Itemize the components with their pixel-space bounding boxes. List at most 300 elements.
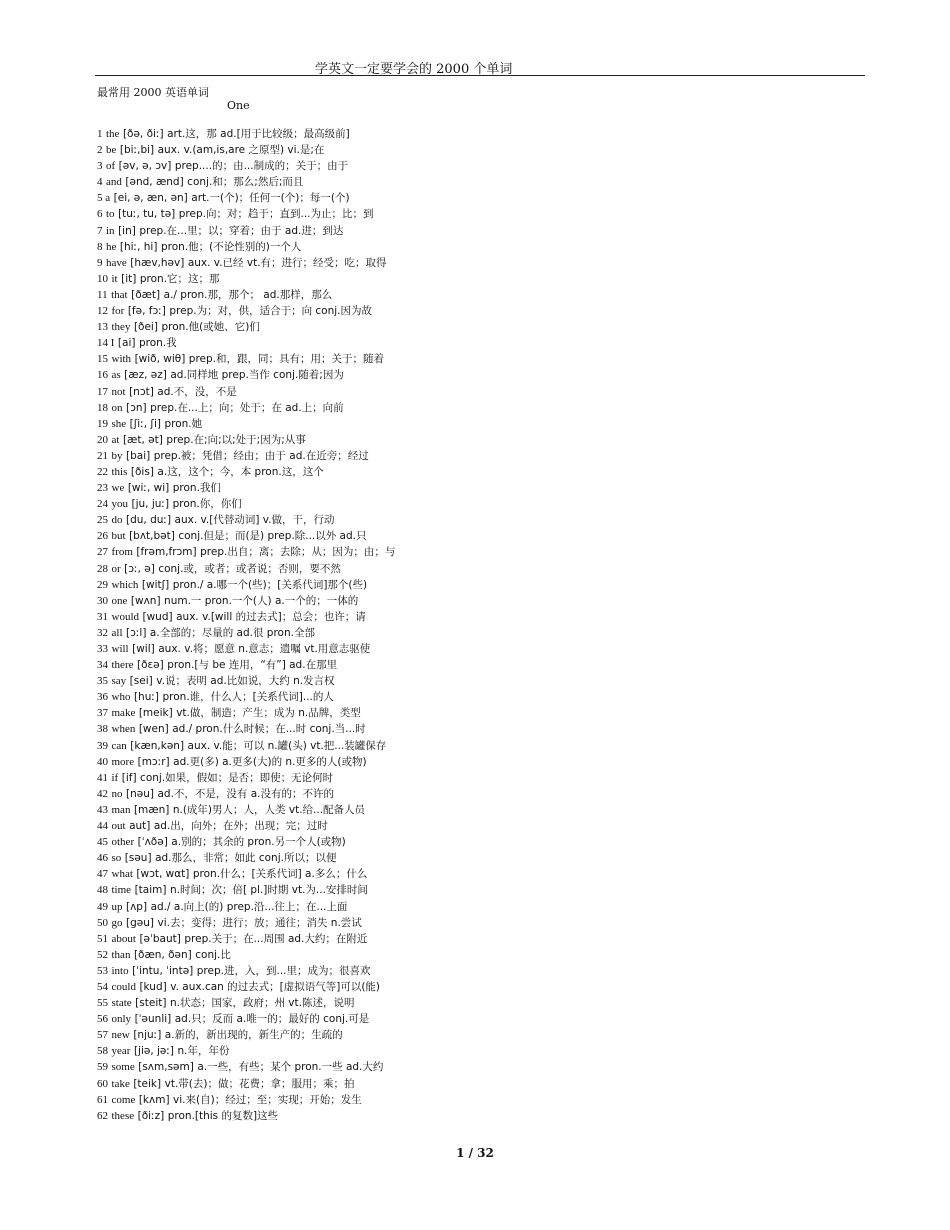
entry-word: take [111,1077,130,1090]
entry-number: 33 [97,643,108,655]
section-label: One [227,99,250,112]
entry-definition: prep.和，跟，同；具有；用；关于；随着 [188,353,385,366]
entry-definition: pron.什么；[关系代词] a.多么；什么 [192,868,368,881]
word-entry [97,899,857,915]
entry-pronunciation: [æz, əz] [124,369,167,382]
entry-pronunciation: [du, duː] [126,514,172,527]
entry-definition: vt.做，制造；产生；成为 n.品牌，类型 [176,707,361,720]
entry-definition: ad.不，没，不是 [157,385,237,398]
entry-number: 47 [97,868,108,881]
entry-word: what [111,868,133,881]
entry-pronunciation: [səu] [124,852,152,865]
entry-definition: pron.我 [138,337,177,350]
word-entry [97,512,857,528]
entry-number: 40 [97,755,108,768]
word-entry [97,689,857,705]
entry-number: 14 [97,337,111,350]
entry-word: would [111,610,139,623]
entry-pronunciation: [bai] [126,449,151,462]
entry-word: more [111,755,135,768]
entry-word: do [111,514,123,527]
entry-definition: n.状态；国家，政府；州 vt.陈述，说明 [169,997,355,1010]
entry-definition: pron.[this 的复数]这些 [167,1109,279,1122]
document-title: 最常用 2000 英语单词 [97,86,209,99]
word-entry [97,544,857,560]
word-entry [97,641,857,657]
word-entry [97,593,857,609]
entry-word: not [111,385,126,398]
entry-number: 34 [97,659,108,672]
word-entry [97,931,857,947]
entry-word: this [111,465,128,478]
entry-word: which [111,578,139,591]
entry-pronunciation: [hæv,həv] [130,256,185,269]
word-entry [97,947,857,963]
entry-number: 21 [97,449,108,462]
entry-word: come [111,1093,136,1106]
entry-pronunciation: [mɔːr] [137,755,170,768]
entry-word: go [111,916,123,929]
entry-number: 39 [97,739,108,752]
entry-definition: prep....的；由...制成的；关于；由于 [174,160,349,173]
entry-number: 29 [97,578,108,591]
entry-word: he [106,240,117,253]
entry-definition: prep.在...里；以；穿着；由于 ad.进；到达 [139,224,344,237]
entry-definition: a.新的，新出现的，新生产的；生疏的 [164,1029,343,1042]
entry-number: 19 [97,417,108,430]
word-entry [97,754,857,770]
word-entry [97,786,857,802]
entry-word: but [111,530,126,543]
entry-definition: v. aux.can 的过去式；[虚拟语气等]可以(能) [170,980,381,993]
entry-definition: pron.你，你们 [172,498,242,511]
entry-pronunciation: [ɔː, ə] [124,562,155,575]
entry-word: new [111,1029,130,1042]
word-entry [97,319,857,335]
word-entry [97,351,857,367]
entry-definition: art.这，那 ad.[用于比较级；最高级前] [167,128,350,140]
entry-number: 49 [97,900,108,913]
entry-number: 7 [97,224,103,237]
entry-number: 12 [97,305,108,318]
word-entry [97,963,857,979]
entry-pronunciation: [ju, juː] [131,498,170,511]
entry-pronunciation: [ðiːz] [137,1109,165,1122]
entry-pronunciation: [meik] [138,707,173,720]
entry-number: 57 [97,1029,108,1042]
entry-pronunciation: [ɔːl] [126,626,147,639]
entry-word: can [111,739,127,752]
entry-number: 61 [97,1093,108,1106]
entry-word: you [111,498,128,511]
entry-definition: pron.他；(不论性别的)一个人 [160,240,302,253]
entry-pronunciation: [əv, ə, ɔv] [118,160,172,173]
entry-word: only [111,1013,132,1026]
word-entry [97,882,857,898]
entry-number: 42 [97,787,108,800]
entry-number: 3 [97,160,103,173]
entry-word: be [106,144,117,157]
entry-word: to [106,208,115,221]
entry-pronunciation: [wið, wiθ] [134,353,186,366]
entry-word: out [111,820,126,833]
entry-word: we [111,482,125,495]
word-entry [97,1043,857,1059]
entry-definition: ad.只；反而 a.唯一的；最好的 conj.可是 [174,1013,370,1026]
entry-pronunciation: [æt, ət] [122,433,163,446]
entry-number: 50 [97,916,108,929]
entry-word: in [106,224,115,237]
word-entry [97,866,857,882]
word-entry [97,255,857,271]
entry-number: 46 [97,852,108,865]
word-entry [97,480,857,496]
entry-number: 1 [97,128,103,140]
entry-pronunciation: [jiə, jəː] [133,1045,175,1058]
entry-word: no [111,787,123,800]
entry-pronunciation: [əˈbaut] [139,932,181,945]
entry-number: 15 [97,353,108,366]
entry-definition: aux. v.[代替动词] v.做，干，行动 [174,514,335,527]
entry-pronunciation: [ai] [117,337,136,350]
entry-number: 27 [97,546,108,559]
word-entry [97,206,857,222]
entry-word: make [111,707,136,720]
entry-number: 5 [97,192,106,205]
word-entry [97,190,857,206]
word-entry [97,770,857,786]
entry-definition: pron.他(或她、它)们 [161,321,260,334]
entry-word: I [110,337,115,350]
entry-pronunciation: [taim] [134,884,167,897]
word-entry [97,158,857,174]
word-entry [97,979,857,995]
word-entry [97,1027,857,1043]
entry-pronunciation: [ðæn, ðən] [133,948,192,961]
entry-pronunciation: [wil] [132,643,155,655]
entry-definition: ad.出，向外；在外；出现；完；过时 [153,820,328,833]
entry-word: state [111,997,132,1010]
entry-pronunciation: [huː] [133,691,159,704]
entry-pronunciation: [steit] [135,997,167,1010]
entry-pronunciation: [nəu] [126,787,154,800]
entry-number: 31 [97,610,108,623]
entry-word: when [111,723,136,736]
word-entry [97,915,857,931]
word-entry [97,432,857,448]
entry-definition: ad.同样地 prep.当作 conj.随着;因为 [170,369,344,382]
entry-number: 25 [97,514,108,527]
entry-number: 10 [97,272,108,285]
entry-pronunciation: [kud] [139,980,167,993]
entry-word: year [111,1045,131,1058]
entry-definition: ad.不，不是，没有 a.没有的；不许的 [157,787,335,800]
entry-definition: vi.去；变得；进行；放；通往；消失 n.尝试 [157,916,362,929]
entry-word: these [111,1109,135,1122]
entry-pronunciation: [wɔt, wαt] [136,868,190,881]
entry-word: one [111,594,128,607]
entry-word: or [111,562,121,575]
word-entry [97,721,857,737]
entry-number: 54 [97,980,108,993]
word-entry [97,416,857,432]
entry-definition: prep.为；对，供，适合于；向 conj.因为故 [169,305,373,318]
entry-pronunciation: [ðεə] [136,659,164,672]
entry-definition: prep.出自；离；去除；从；因为；由；与 [200,546,396,559]
word-entry [97,174,857,190]
entry-definition: prep.被；凭借；经由；由于 ad.在近旁；经过 [153,449,369,462]
entry-pronunciation: [sei] [129,675,153,688]
entry-definition: pron.谁，什么人；[关系代词]...的人 [162,691,334,704]
entry-pronunciation: [mæn] [133,803,170,816]
entry-number: 55 [97,997,108,1010]
entry-number: 17 [97,385,108,398]
entry-definition: pron.我们 [172,482,221,495]
entry-definition: conj.和；那么;然后;而且 [187,176,304,189]
entry-word: a [105,192,111,205]
entry-pronunciation: [tuː, tu, tə] [118,208,176,221]
entry-number: 23 [97,482,108,495]
entry-pronunciation: [wiː, wi] [127,482,170,495]
entry-pronunciation: [ˈintu, ˈintə] [132,964,194,977]
page-header [95,56,865,76]
entry-word: the [106,128,120,140]
word-entry [97,223,857,239]
entry-definition: n.年，年份 [177,1045,230,1058]
entry-number: 13 [97,321,108,334]
word-entry [97,995,857,1011]
word-entry [97,818,857,834]
entry-number: 11 [97,288,108,301]
entry-number: 32 [97,626,108,639]
entry-word: so [111,852,122,865]
entry-pronunciation: [hiː, hi] [119,240,158,253]
entry-word: for [111,305,125,318]
entry-definition: v.说；表明 ad.比如说，大约 n.发言权 [156,675,335,688]
entry-word: time [111,884,132,897]
entry-pronunciation: [biː,bi] [119,144,155,157]
entry-definition: pron./ a.哪一个(些)；[关系代词]那个(些) [172,578,368,591]
entry-pronunciation: [ðis] [130,465,154,478]
entry-definition: prep.在;向;以;处于;因为;从事 [166,433,306,446]
entry-definition: vi.来(自)；经过；至；实现；开始；发生 [173,1093,362,1106]
word-entry [97,384,857,400]
entry-pronunciation: [bʌt,bət] [129,530,175,543]
entry-word: with [111,353,132,366]
entry-pronunciation: [ei, ə, æn, ən] [113,192,188,205]
entry-definition: vt.带(去)；做；花费；拿；服用；乘；拍 [164,1077,355,1090]
word-entry [97,528,857,544]
entry-number: 48 [97,884,108,897]
header-title: 学英文一定要学会的 2000 个单词 [315,62,513,77]
entry-definition: conj.比 [195,948,231,961]
word-entry [97,850,857,866]
entry-pronunciation: [ˈəunli] [134,1013,172,1026]
page-number: 1 / 32 [456,1146,494,1160]
word-entry [97,657,857,673]
entry-number: 44 [97,820,108,833]
entry-definition: aux. v.能；可以 n.罐(头) vt.把...装罐保存 [187,739,387,752]
entry-definition: conj.如果，假如；是否；即使；无论何时 [140,771,334,784]
entry-number: 6 [97,208,103,221]
entry-word: and [106,176,122,189]
entry-pronunciation: [it] [121,272,137,285]
entry-definition: ad.那么，非常；如此 conj.所以；以便 [155,852,337,865]
entry-number: 41 [97,771,108,784]
entry-number: 16 [97,369,108,382]
entry-number: 38 [97,723,108,736]
word-list [97,126,857,1124]
word-entry [97,239,857,255]
entry-definition: ad./ a.向上(的) prep.沿...往上；在...上面 [150,900,348,913]
entry-definition: aux. v.[will 的过去式]；总会；也许；请 [176,610,366,623]
word-entry [97,834,857,850]
entry-number: 26 [97,530,108,543]
entry-definition: aux. v.(am,is,are 之原型) vi.是;在 [157,144,325,157]
entry-word: will [111,643,129,655]
entry-word: could [111,980,136,993]
entry-pronunciation: [ˈʌðə] [137,836,168,849]
entry-number: 20 [97,433,108,446]
word-entry [97,1092,857,1108]
entry-pronunciation: [ɔn] [126,401,147,414]
word-entry [97,738,857,754]
entry-word: of [106,160,116,173]
word-entry [97,609,857,625]
entry-number: 24 [97,498,108,511]
entry-pronunciation: [ʃiː, ʃi] [129,417,161,430]
entry-pronunciation: [ʌp] [126,900,148,913]
entry-definition: n.时间；次；倍[ pl.]时期 vt.为...安排时间 [169,884,368,897]
entry-definition: a./ pron.那，那个； ad.那样，那么 [163,288,333,301]
entry-word: as [111,369,121,382]
entry-pronunciation: [witʃ] [141,578,170,591]
entry-pronunciation: [ðæt] [131,288,161,301]
entry-number: 43 [97,803,108,816]
entry-number: 9 [97,256,103,269]
word-entry [97,577,857,593]
entry-pronunciation: [frəm,frɔm] [136,546,197,559]
entry-pronunciation: [kæn,kən] [130,739,185,752]
entry-pronunciation: [wud] [142,610,173,623]
entry-definition: a.别的；其余的 pron.另一个人(或物) [171,836,346,849]
word-entry [97,335,857,351]
entry-number: 62 [97,1109,108,1122]
entry-definition: ad.更(多) a.更多(大)的 n.更多的人(或物) [173,755,367,768]
entry-definition: n.(成年)男人；人，人类 vt.给...配备人员 [172,803,366,816]
entry-definition: pron.她 [164,417,203,430]
word-entry [97,1059,857,1075]
entry-number: 56 [97,1013,108,1026]
entry-word: there [111,659,134,672]
entry-word: than [111,948,131,961]
entry-number: 30 [97,594,108,607]
entry-number: 45 [97,836,108,849]
word-entry [97,303,857,319]
entry-pronunciation: aut] [129,820,151,833]
entry-definition: art.一(个)；任何一(个)；每一(个) [191,192,350,205]
entry-number: 60 [97,1077,108,1090]
entry-number: 35 [97,675,108,688]
word-entry [97,1108,857,1124]
entry-word: on [111,401,123,414]
entry-word: say [111,675,127,688]
entry-number: 4 [97,176,103,189]
entry-definition: conj.或，或者；或者说；否则，要不然 [158,562,341,575]
entry-word: they [111,321,131,334]
word-entry [97,367,857,383]
word-entry [97,705,857,721]
entry-word: man [111,803,131,816]
entry-word: that [111,288,128,301]
entry-definition: prep.向；对；趋于；直到...为止；比；到 [178,208,374,221]
entry-definition: num.一 pron.一个(人) a.一个的；一体的 [164,594,359,607]
entry-pronunciation: [njuː] [133,1029,162,1042]
entry-word: she [111,417,127,430]
entry-word: who [111,691,131,704]
entry-word: into [111,964,129,977]
entry-number: 22 [97,465,108,478]
entry-number: 36 [97,691,108,704]
entry-pronunciation: [sʌm,səm] [138,1061,194,1074]
entry-definition: ad./ pron.什么时候；在...时 conj.当...时 [172,723,366,736]
entry-number: 37 [97,707,108,720]
entry-definition: conj.但是；而(是) prep.除...以外 ad.只 [178,530,367,543]
entry-word: all [111,626,123,639]
entry-definition: a.这，这个；今，本 pron.这，这个 [157,465,324,478]
word-entry [97,625,857,641]
entry-pronunciation: [teik] [133,1077,162,1090]
word-entry [97,448,857,464]
entry-number: 8 [97,240,103,253]
entry-pronunciation: [wʌn] [130,594,161,607]
entry-pronunciation: [ənd, ænd] [125,176,184,189]
entry-pronunciation: [nɔt] [129,385,154,398]
entry-definition: pron.[与 be 连用，“有”] ad.在那里 [167,659,338,672]
word-entry [97,464,857,480]
word-entry [97,1011,857,1027]
entry-number: 51 [97,932,108,945]
entry-number: 59 [97,1061,108,1074]
word-entry [97,287,857,303]
entry-pronunciation: [ðei] [133,321,158,334]
word-entry [97,802,857,818]
entry-pronunciation: [wen] [138,723,169,736]
word-entry [97,142,857,158]
entry-word: other [111,836,135,849]
entry-definition: a.一些，有些；某个 pron.一些 ad.大约 [197,1061,384,1074]
entry-definition: a.全部的；尽量的 ad.很 pron.全部 [149,626,315,639]
entry-word: some [111,1061,135,1074]
entry-definition: prep.关于；在...周围 ad.大约；在附近 [184,932,368,945]
entry-number: 28 [97,562,108,575]
word-entry [97,673,857,689]
entry-pronunciation: [if] [121,771,137,784]
entry-word: it [111,272,118,285]
entry-definition: prep.进，入，到...里；成为；很喜欢 [196,964,371,977]
entry-definition: aux. v.将；愿意 n.意志；遗嘱 vt.用意志驱使 [158,643,371,655]
entry-word: by [111,449,123,462]
word-entry [97,1076,857,1092]
entry-definition: pron.它；这；那 [139,272,220,285]
entry-word: up [111,900,123,913]
word-entry [97,400,857,416]
entry-number: 52 [97,948,108,961]
entry-word: have [106,256,127,269]
entry-pronunciation: [in] [118,224,136,237]
entry-word: about [111,932,136,945]
entry-pronunciation: [kʌm] [138,1093,170,1106]
